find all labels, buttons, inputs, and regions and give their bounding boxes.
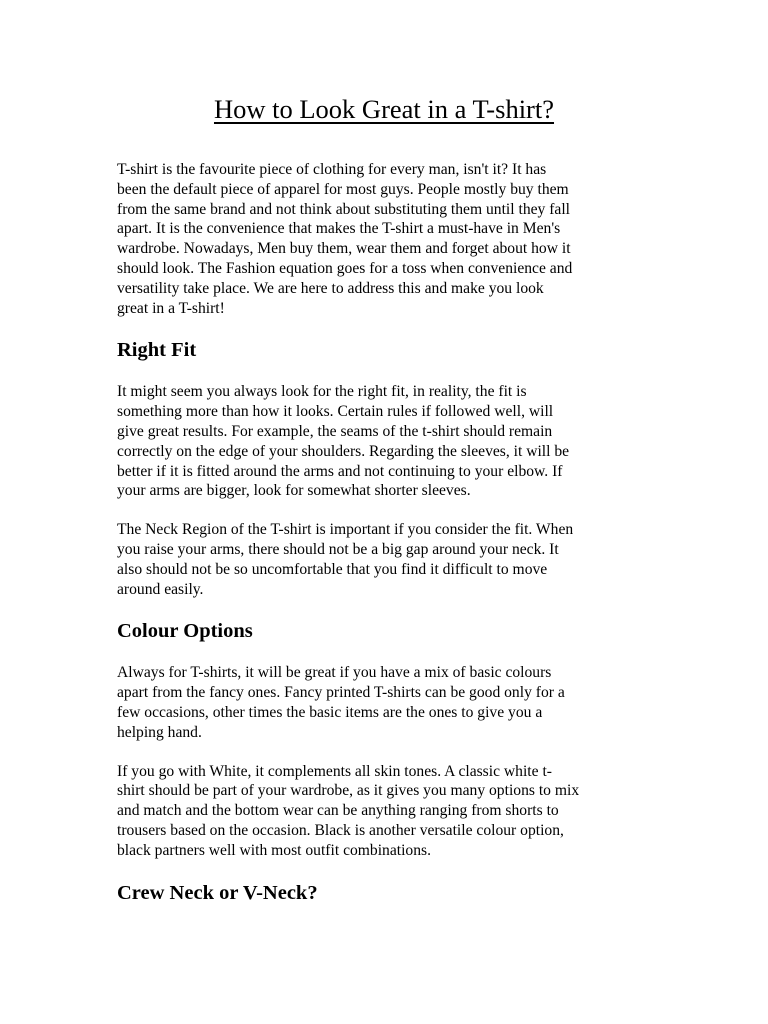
paragraph-line: versatility take place. We are here to address this and make you look	[117, 279, 544, 297]
paragraph-line: better if it is fitted around the arms and not continuing to your elbow. If	[117, 462, 563, 480]
paragraph-line: apart from the fancy ones. Fancy printed T-shirts can be good only for a	[117, 684, 565, 702]
paragraph-line: should look. The Fashion equation goes for a toss when convenience and	[117, 259, 573, 277]
document-title-text: How to Look Great in a T-shirt?	[213, 94, 555, 124]
paragraph-line: few occasions, other times the basic items are the ones to give you a	[117, 703, 543, 721]
section-heading-right-fit: Right Fit	[117, 339, 197, 362]
paragraph-line: apart. It is the convenience that makes the T-shirt a must-have in Men's	[117, 220, 561, 238]
paragraph-line: Always for T-shirts, it will be great if you have a mix of basic colours	[117, 664, 552, 682]
paragraph-line: black partners well with most outfit combinations.	[117, 841, 431, 859]
paragraph-line: trousers based on the occasion. Black is another versatile colour option,	[117, 821, 564, 839]
paragraph-line: around easily.	[117, 580, 204, 598]
section-heading-crew-neck: Crew Neck or V-Neck?	[117, 881, 318, 904]
section-heading-colour-options: Colour Options	[117, 620, 253, 643]
paragraph-line: also should not be so uncomfortable that you find it difficult to move	[117, 560, 548, 578]
right-fit-paragraph-2	[117, 520, 663, 599]
paragraph-line: helping hand.	[117, 723, 202, 741]
document-title	[105, 0, 663, 126]
paragraph-line: and match and the bottom wear can be anything ranging from shorts to	[117, 802, 559, 820]
paragraph-line: wardrobe. Nowadays, Men buy them, wear them and forget about how it	[117, 240, 571, 258]
intro-paragraph	[117, 160, 663, 318]
paragraph-line: T-shirt is the favourite piece of clothing for every man, isn't it? It has	[117, 161, 547, 178]
paragraph-line: If you go with White, it complements all skin tones. A classic white t-	[117, 762, 552, 780]
paragraph-line: great in a T-shirt!	[117, 299, 225, 317]
colour-options-paragraph-2	[117, 762, 663, 861]
paragraph-line: something more than how it looks. Certain rules if followed well, will	[117, 403, 554, 421]
paragraph-line: from the same brand and not think about substituting them until they fall	[117, 200, 571, 218]
right-fit-paragraph-1	[117, 382, 663, 501]
paragraph-line: you raise your arms, there should not be a big gap around your neck. It	[117, 540, 559, 558]
colour-options-paragraph-1	[117, 663, 663, 742]
paragraph-line: been the default piece of apparel for most guys. People mostly buy them	[117, 180, 569, 198]
paragraph-line: correctly on the edge of your shoulders. Regarding the sleeves, it will be	[117, 442, 570, 460]
paragraph-line: shirt should be part of your wardrobe, as it gives you many options to mix	[117, 782, 580, 800]
paragraph-line: give great results. For example, the seams of the t-shirt should remain	[117, 422, 553, 440]
paragraph-line: your arms are bigger, look for somewhat shorter sleeves.	[117, 482, 471, 500]
paragraph-line: The Neck Region of the T-shirt is important if you consider the fit. When	[117, 521, 574, 539]
paragraph-line: It might seem you always look for the right fit, in reality, the fit is	[117, 383, 527, 401]
